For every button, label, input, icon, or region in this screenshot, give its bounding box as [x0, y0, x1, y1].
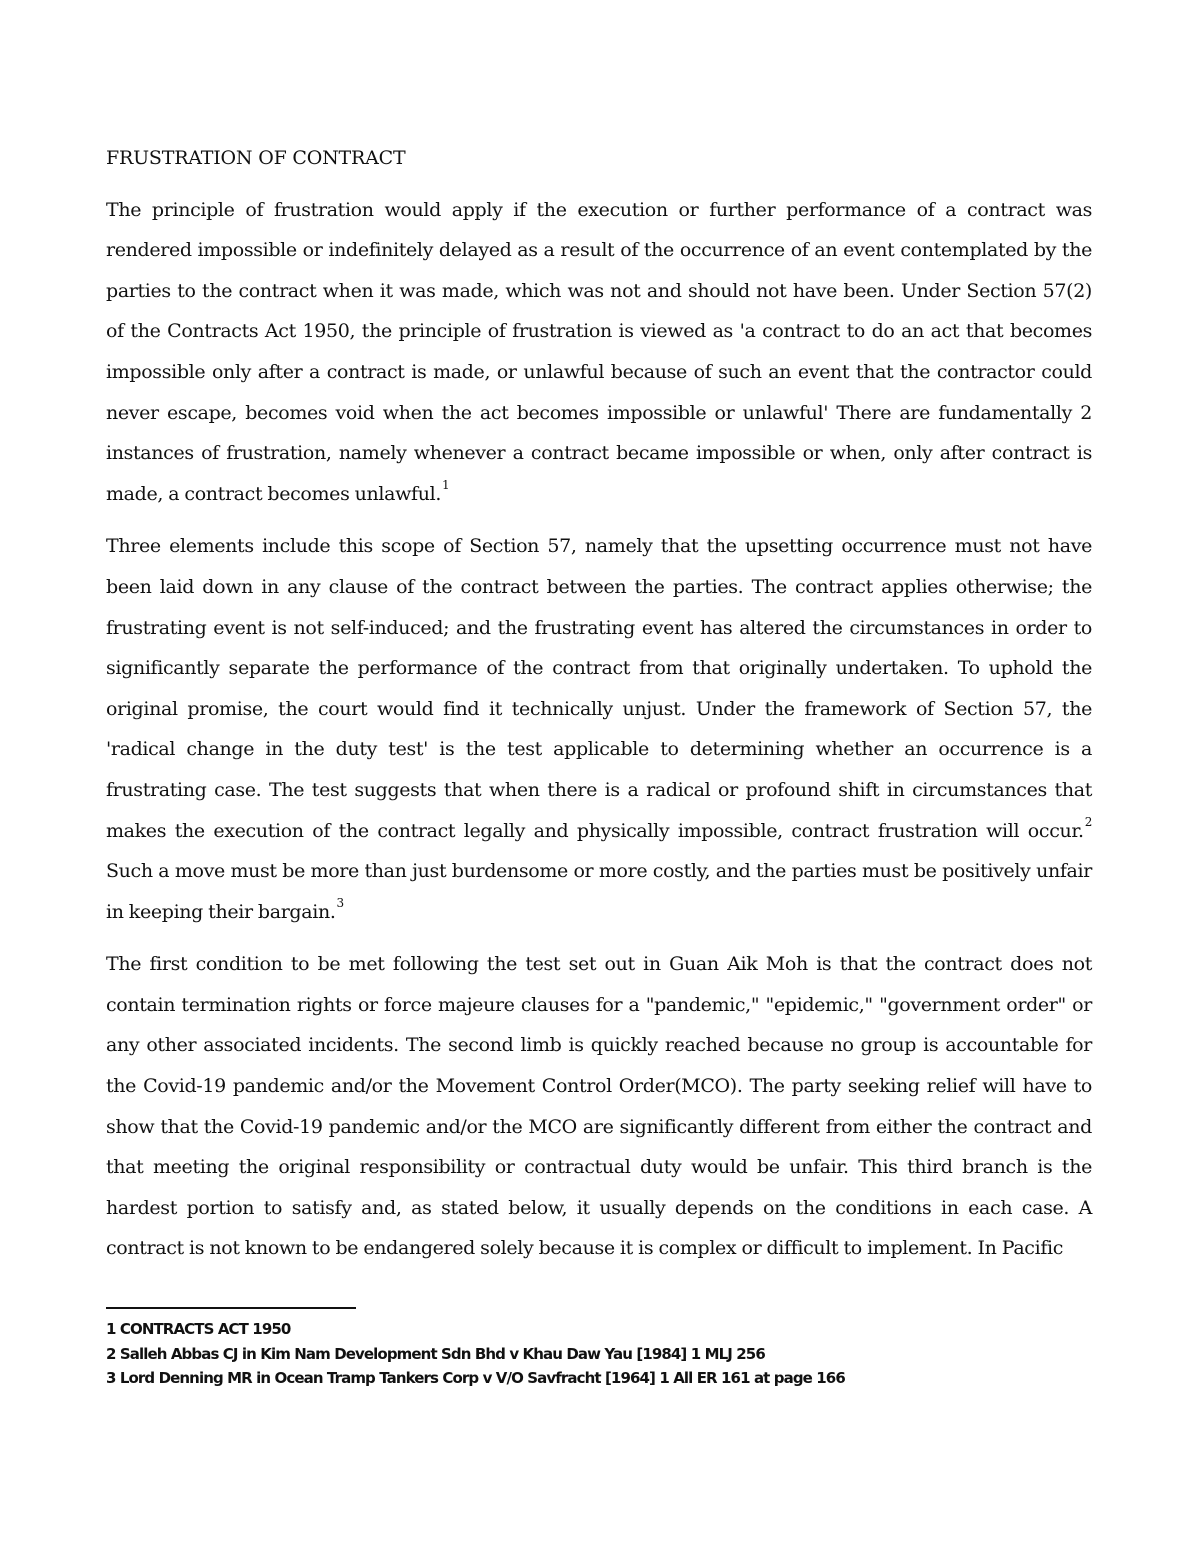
footnote-ref-2: 2 [1084, 815, 1092, 830]
footnote-2: 2 Salleh Abbas CJ in Kim Nam Development Sdn Bhd v Khau Daw Yau [1984] 1 MLJ 256 [106, 1344, 765, 1363]
footnote-separator [106, 1307, 356, 1309]
document-title: FRUSTRATION OF CONTRACT [106, 147, 406, 169]
footnote-3: 3 Lord Denning MR in Ocean Tramp Tankers Corp v V/O Savfracht [1964] 1 All ER 161 at page 166 [106, 1369, 845, 1387]
footnote-ref-3: 3 [336, 896, 344, 911]
footnotes [106, 1317, 1106, 1391]
paragraph-3-text: The first condition to be met following the test set out in Guan Aik Moh is that the contract does not contain termination rights or force majeure clauses for a "pandemic," "epidemic," "government order" or any other associated incidents. The second limb is quickly reached because no group is accountable for the Covid-19 pandemic and/or the Movement Control Order(MCO). The party seeking relief will have to show that the Covid-19 pandemic and/or the MCO are significantly different from either the contract and that meeting the original responsibility or contractual duty would be unfair. This third branch is the hardest portion to satisfy and, as stated below, it usually depends on the conditions in each case. A contract is not known to be endangered solely because it is complex or difficult to implement. In Pacific [106, 953, 1092, 1260]
paragraph-1-text: The principle of frustration would apply if the execution or further performance of a contract was rendered impossible or indefinitely delayed as a result of the occurrence of an event contemplated by the parties to the contract when it was made, which was not and should not have been. Under Section 57(2) of the Contracts Act 1950, the principle of frustration is viewed as 'a contract to do an act that becomes impossible only after a contract is made, or unlawful because of such an event that the contractor could never escape, becomes void when the act becomes impossible or unlawful' There are fundamentally 2 instances of frustration, namely whenever a contract became impossible or when, only after contract is made, a contract becomes unlawful. [106, 198, 1092, 505]
footnote-1: 1 CONTRACTS ACT 1950 [106, 1320, 291, 1338]
paragraph-2-text-b: Such a move must be more than just burdensome or more costly, and the parties must be positively unfair in keeping their bargain. [106, 860, 1092, 923]
footnote-ref-1: 1 [442, 478, 450, 493]
document-body [106, 138, 1092, 1281]
paragraph-1 [106, 190, 1092, 515]
paragraph-3 [106, 944, 1092, 1269]
paragraph-2-text-a: Three elements include this scope of Section 57, namely that the upsetting occurrence must not have been laid down in any clause of the contract between the parties. The contract applies otherwise; the frustrating event is not self-induced; and the frustrating event has altered the circumstances in order to significantly separate the performance of the contract from that originally undertaken. To uphold the original promise, the court would find it technically unjust. Under the framework of Section 57, the 'radical change in the duty test' is the test applicable to determining whether an occurrence is a frustrating case. The test suggests that when there is a radical or profound shift in circumstances that makes the execution of the contract legally and physically impossible, contract frustration will occur. [106, 535, 1092, 842]
paragraph-2 [106, 526, 1092, 932]
